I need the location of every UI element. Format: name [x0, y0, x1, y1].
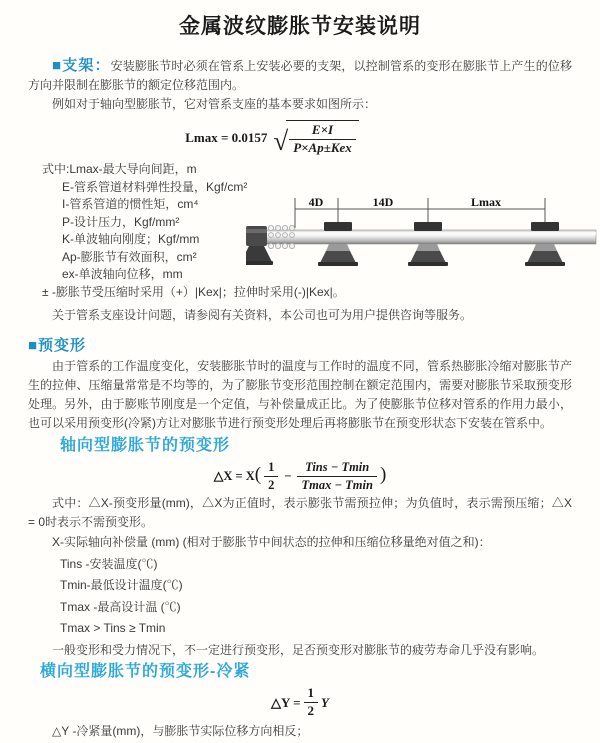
lateral-subheading: 横向型膨胀节的预变形-冷紧 [40, 663, 251, 681]
x-definition-line: X-实际轴向补偿量 (mm) (相对于膨胀节中间状态的拉伸和压缩位移量绝对值之和)： [52, 535, 491, 550]
predeform-section-heading: ■预变形 [28, 337, 87, 355]
pipe-highlight [248, 232, 596, 235]
temp-numerator: Tins − Tmin [297, 460, 376, 476]
axial-note-line: 一般变形和受力情况下，不一定进行预变形，足否预变形对膨胀节的疲劳寿命几乎没有影响。 [52, 642, 545, 657]
dy-half-numerator: 1 [304, 686, 319, 703]
delta-y-formula [28, 686, 572, 719]
dim-label-lmax: Lmax [471, 195, 501, 209]
page-title: 金属波纹膨胀节安装说明 [179, 15, 421, 38]
support-section-heading: ■支架： [52, 57, 111, 75]
dy-formula-rhs: Y [321, 694, 329, 710]
dy-half-fraction [304, 686, 319, 719]
lmax-denominator: P×Ap±Kex [293, 140, 352, 156]
lmax-formula [0, 120, 544, 156]
dim-label-4d: 4D [308, 195, 324, 209]
temp-definition-row: Tmin-最低设计温度(℃) [60, 578, 183, 593]
formula-where-label: 式中:Lmax-最大导向间距，m [42, 162, 197, 177]
temp-definition-row: Tins -安装温度(℃) [60, 556, 158, 571]
open-paren: ( [254, 464, 262, 486]
temp-inequality-row: Tmax > Tins ≥ Tmin [60, 621, 166, 636]
temperature-fraction [297, 460, 376, 492]
close-paren: ) [379, 464, 387, 486]
half-numerator: 1 [264, 460, 278, 476]
definition-row: Ap-膨胀节有效面积，cm² [62, 249, 197, 264]
lmax-numerator: E×I [289, 123, 356, 140]
support-intro-text: 安装膨胀节时必须在管系上安装必要的支架，以控制管系的变形在膨胀节上产生的位移方向并限制在膨胀节的额定位移范围内。 [28, 59, 572, 93]
support-spacing-diagram [246, 194, 598, 286]
predeform-paragraph: 由于管系的工作温度变化，安装膨胀节时的温度与工作时的温度不同，管系热膨胀冷缩对膨胀节产生的拉伸、压缩量常常是不均等的，为了膨胀节变形范围控制在额定范围内，需要对膨胀节采取预变形处理。另外，由于膨账节刚度是一个定值，与补偿量成正比。为了使膨胀节位移对管系的作用力最小，也可以采用预变形(冷紧)方让对膨胀节进行预变形处理后再将膨胀节在预变形状态下安装在管系中。 [28, 359, 572, 430]
dy-half-denominator: 2 [307, 703, 315, 719]
support-closing-line: 关于管系支座设计问题，请参阅有关资料，本公司也可为用户提供咨询等服务。 [52, 308, 473, 323]
axial-subheading: 轴向型膨胀节的预变形 [60, 437, 231, 455]
dim-label-14d: 14D [372, 195, 394, 209]
sqrt-sign: √ [273, 125, 289, 156]
temp-definition-row: Tmax -最高设计温 (℃) [60, 599, 181, 614]
minus-operator: − [284, 468, 292, 483]
axial-where-paragraph: 式中：△X-预变形量(mm)，△X为正值时，表示膨张节需预拉伸；为负值时，表示需预压缩；△X = 0时表示不需预变形。 [28, 496, 572, 530]
lmax-formula-lhs: Lmax = 0.0157 [185, 130, 268, 146]
dx-formula-lhs: △X = X [213, 469, 255, 484]
definition-row: ex-单波轴向位移，mm [62, 267, 183, 282]
support-example-line: 例如对于轴向型膨胀节，它对管系支座的基本要求如图所示： [52, 97, 377, 112]
dy-formula-lhs: △Y = [270, 694, 301, 710]
temp-denominator: Tmax − Tmin [301, 477, 373, 492]
support-paragraph [28, 56, 572, 95]
plus-minus-note: ± -膨胀节受压缩时采用（+）|Kex|；拉伸时采用(-)|Kex|。 [42, 284, 345, 299]
half-denominator: 2 [268, 477, 275, 492]
delta-x-formula [28, 460, 572, 492]
definition-row: I-管系管道的惯性矩，cm⁴ [62, 197, 199, 212]
definition-row: K-单波轴向刚度；Kgf/mm [62, 232, 200, 247]
definition-row: P-设计压力，Kgf/mm² [62, 214, 180, 229]
definition-row: E-管系管道材料弹性投量，Kgf/cm² [62, 179, 248, 194]
lmax-fraction [289, 123, 356, 156]
y-definition-line: △Y -冷紧量(mm)，与膨胀节实际位移方向相反； [52, 724, 309, 739]
half-fraction [264, 460, 278, 492]
sqrt-content [286, 120, 359, 156]
